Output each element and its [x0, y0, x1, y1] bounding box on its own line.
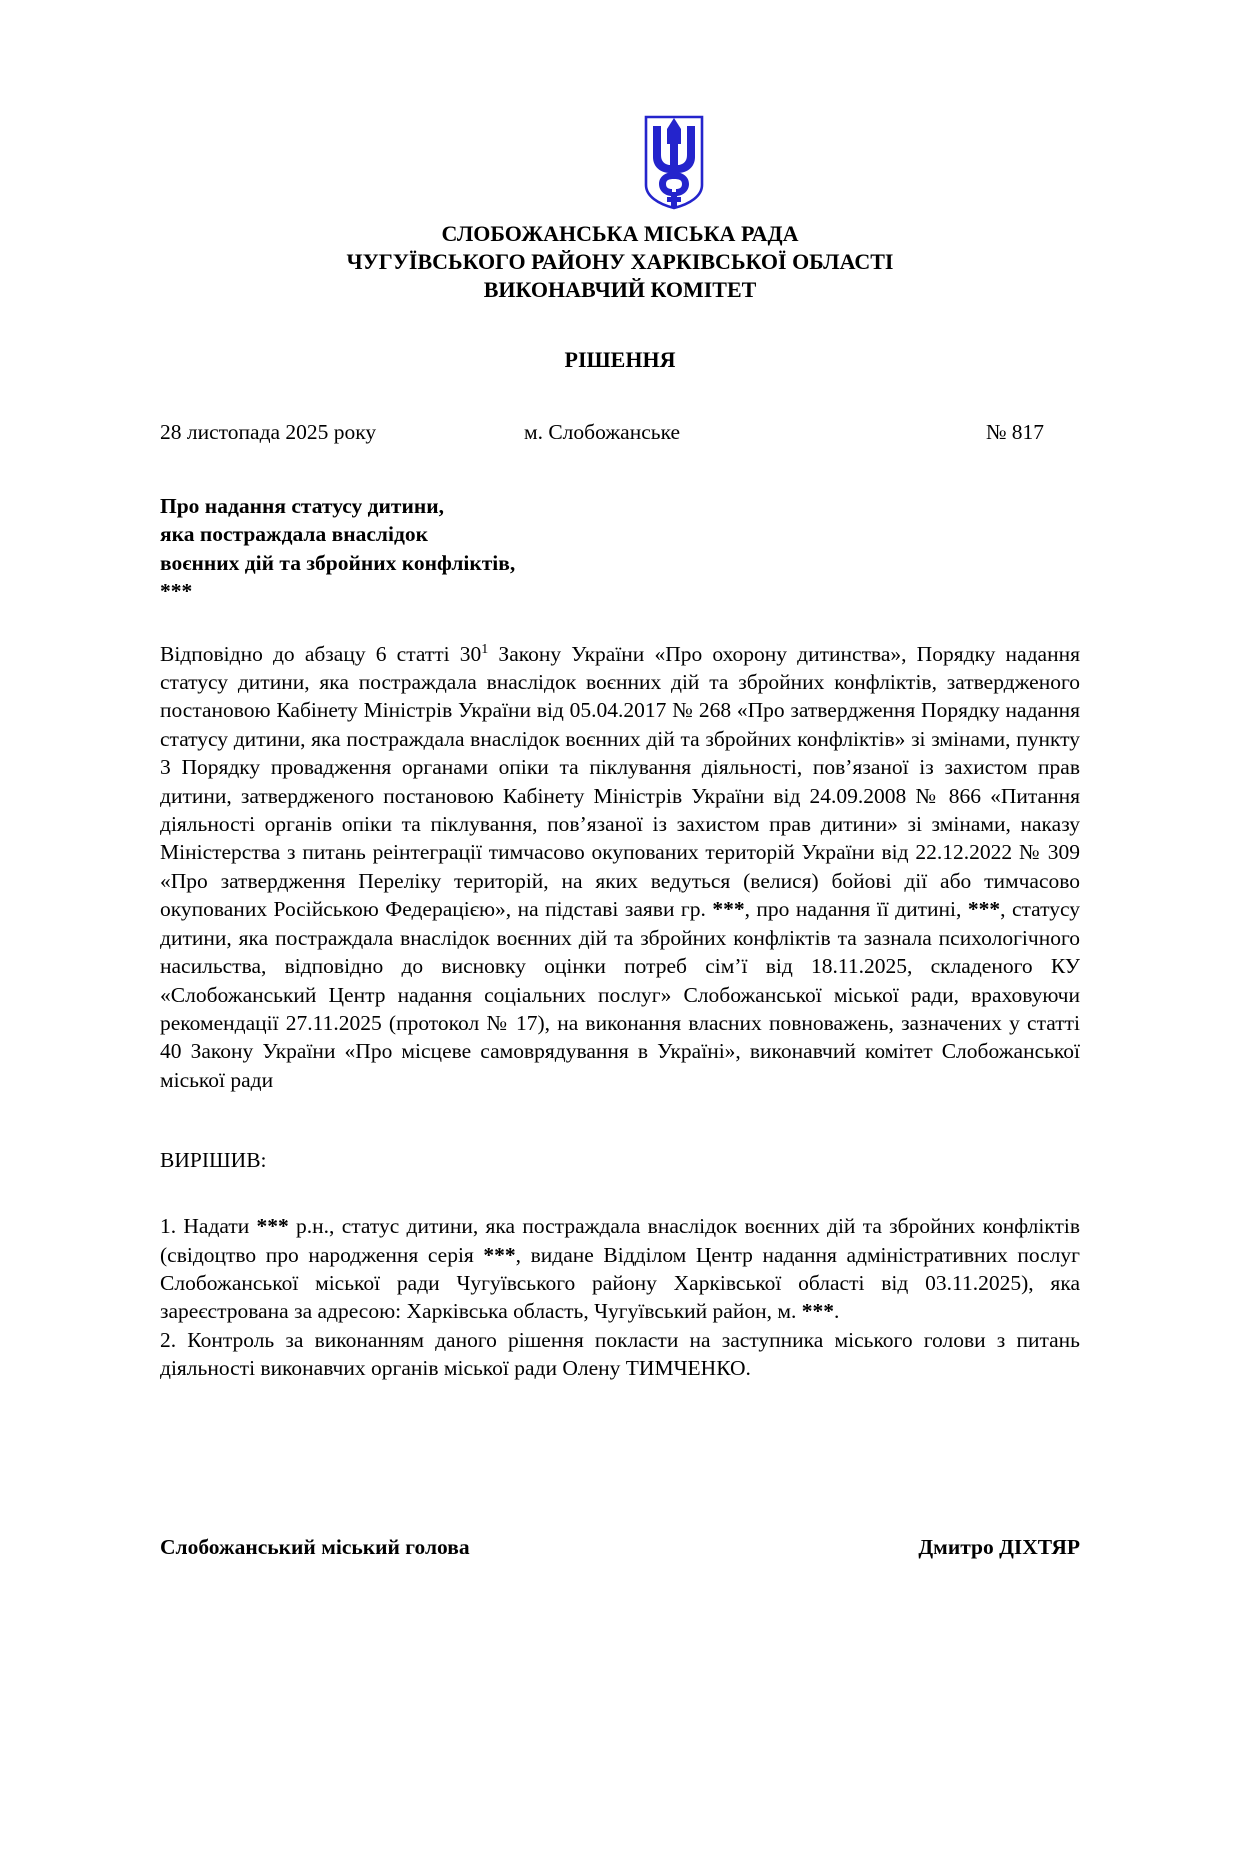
redacted-text: ***: [712, 897, 745, 922]
decision-document: [0, 114, 1240, 1561]
org-name-line-2: ЧУГУЇВСЬКОГО РАЙОНУ ХАРКІВСЬКОЇ ОБЛАСТІ: [346, 249, 894, 274]
emblem-row: [160, 114, 1080, 212]
resolution-item-1: [160, 1212, 1080, 1326]
signature-name: Дмитро ДІХТЯР: [918, 1534, 1080, 1559]
doc-date: 28 листопада 2025 року: [160, 420, 377, 444]
meta-row: [160, 418, 1080, 446]
subject-redaction: ***: [160, 579, 193, 604]
subject-line: яка постраждала внаслідок: [160, 522, 428, 547]
preamble-text: Закону України «Про охорону дитинства», Порядку надання статусу дитини, яка постраждала внаслідок воєнних дій та збройних конфліктів, затвердженого постановою Кабінету Міністрів України від 05.04.2017 № 268 «Про затвердження Порядку надання статусу дитини, яка постраждала внаслідок воєнних дій та збройних конфліктів» зі змінами, пункту 3 Порядку провадження органами опіки та піклування діяльності, пов’язаної із захистом прав дитини, затвердженого постановою Кабінету Міністрів України від 24.09.2008 № 866 «Питання діяльності органів опіки та піклування, пов’язаної із захистом прав дитини» зі змінами, наказу Міністерства з питань реінтеграції тимчасово окупованих територій України від 22.12.2022 № 309 «Про затвердження Переліку територій, на яких ведуться (велися) бойові дії або тимчасово окупованих Російською Федерацією», на підставі заяви гр.: [160, 641, 1080, 922]
doc-number: № 817: [985, 420, 1045, 444]
subject-block: [160, 492, 1080, 606]
preamble-text: , про надання її дитині,: [744, 897, 968, 922]
preamble-paragraph: [160, 640, 1080, 1095]
preamble-text: , статусу дитини, яка постраждала внаслідок воєнних дій та збройних конфліктів та зазнала психологічного насильства, відповідно до висновку оцінки потреб сім’ї від 18.11.2025, складеного КУ «Слобожанський Центр надання соціальних послуг» Слобожанської міської ради, враховуючи рекомендації 27.11.2025 (протокол № 17), на виконання власних повноважень, зазначених у статті 40 Закону України «Про місцеве самоврядування в Україні», виконавчий комітет Слобожанської міської ради: [160, 897, 1081, 1092]
doc-type-title: РІШЕННЯ: [564, 347, 676, 372]
item-text: .: [833, 1299, 840, 1324]
doc-place: м. Слобожанське: [523, 420, 681, 444]
subject-line: Про надання статусу дитини,: [160, 494, 445, 518]
signature-position: Слобожанський міський голова: [160, 1534, 470, 1559]
preamble-text: Відповідно до абзацу 6 статті 30: [160, 641, 482, 666]
resolution-item-2: 2. Контроль за виконанням даного рішення покласти на заступника міського голови з питань діяльності виконавчих органів міської ради Олену ТИМЧЕНКО.: [160, 1327, 1080, 1381]
subject-line: воєнних дій та збройних конфліктів,: [160, 550, 516, 575]
item-text: р.н., статус дитини, яка постраждала внаслідок воєнних дій та збройних конфліктів (свідоцтво про народження серія: [160, 1214, 1080, 1267]
org-header: [160, 220, 1080, 304]
redacted-text: ***: [256, 1214, 289, 1239]
redacted-text: ***: [967, 897, 1001, 922]
tryzub-shield-icon: [643, 114, 705, 212]
signature-row: [160, 1533, 1080, 1561]
item-text: , видане Відділом Центр надання адміністративних послуг Слобожанської міської ради Чугуївського району Харківської області від 03.11.2025), яка зареєстрована за адресою: Харківська область, Чугуївський район, м.: [160, 1242, 1080, 1324]
footnote-superscript: 1: [481, 641, 489, 657]
redacted-text: ***: [801, 1299, 834, 1324]
org-name-line-1: СЛОБОЖАНСЬКА МІСЬКА РАДА: [441, 221, 799, 246]
resolution-heading: ВИРІШИВ:: [160, 1148, 267, 1173]
redacted-text: ***: [483, 1242, 516, 1267]
item-text: 1. Надати: [160, 1214, 257, 1239]
org-name-line-3: ВИКОНАВЧИЙ КОМІТЕТ: [483, 277, 757, 302]
resolution-items: [160, 1212, 1080, 1382]
